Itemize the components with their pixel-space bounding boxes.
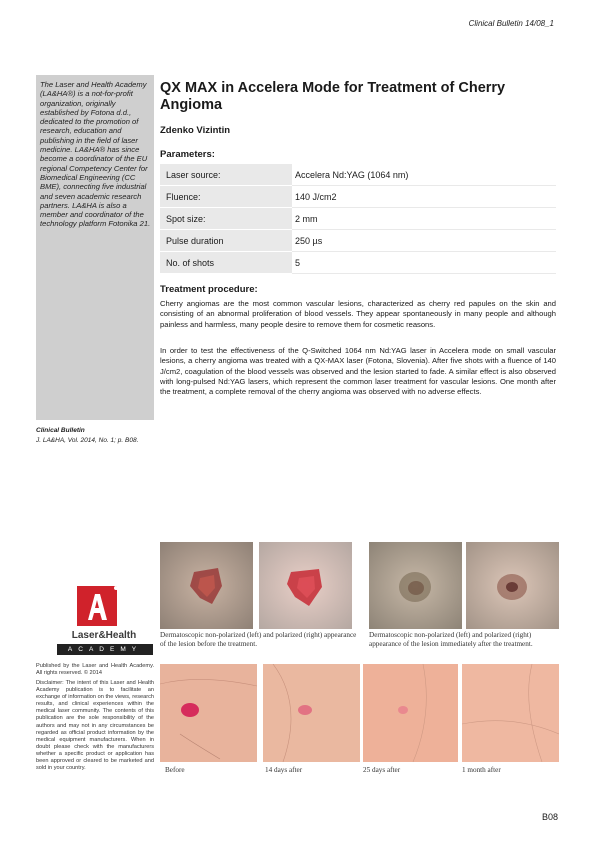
parameter-value: Accelera Nd:YAG (1064 nm) bbox=[292, 164, 556, 186]
academy-description: The Laser and Health Academy (LA&HA®) is a not-for-profit organization, originally established by Fotona d.d., dedicated to the promotion of research, education and publishing in the field of laser medicine. LA&HA® has since become a coordinator of the EU regional Competency Center for Biomedical Engineering (CC BME), connecting five industrial and seven academic research partners. LA&HA is also a member and coordinator of the technology platform Fotonika 21. bbox=[40, 80, 151, 229]
caption-before-treatment: Dermatoscopic non-polarized (left) and polarized (right) appearance of the lesion before the treatment. bbox=[160, 631, 357, 648]
caption-after-treatment: Dermatoscopic non-polarized (left) and polarized (right) appearance of the lesion immediately after the treatment. bbox=[369, 631, 533, 648]
logo-wordmark: Laser&Health bbox=[71, 630, 137, 641]
timeline-25-days-photo bbox=[363, 664, 458, 762]
dermatoscope-after-polarized-photo bbox=[466, 542, 559, 629]
table-row bbox=[160, 230, 556, 252]
table-row bbox=[160, 252, 556, 274]
laha-logo-icon bbox=[77, 586, 117, 626]
paragraph-intro: Cherry angiomas are the most common vascular lesions, characterized as cherry red papules on the skin and consisting of an abnormal proliferation of blood vessels. They appear spontaneously in many people and although painless and harmless, many people desire to remove them for cosmetic reasons. bbox=[160, 299, 556, 329]
timeline-label-25-days: 25 days after bbox=[363, 766, 401, 774]
parameter-key: Laser source: bbox=[160, 164, 292, 186]
parameter-value: 2 mm bbox=[292, 208, 556, 230]
parameter-value: 140 J/cm2 bbox=[292, 186, 556, 208]
parameter-key: Fluence: bbox=[160, 186, 292, 208]
parameters-table bbox=[160, 164, 556, 274]
timeline-before-photo bbox=[160, 664, 257, 762]
logo-academy-bar: ACADEMY bbox=[57, 644, 153, 655]
table-row bbox=[160, 208, 556, 230]
page-code: B08 bbox=[541, 812, 558, 822]
parameter-key: Spot size: bbox=[160, 208, 292, 230]
timeline-1-month-photo bbox=[462, 664, 559, 762]
paragraph-method: In order to test the effectiveness of the Q-Switched 1064 nm Nd:YAG laser in Accelera mode on small vascular lesions, a cherry angioma was treated with a QX-MAX laser (Fotona, Slovenia). After five shots with a fluence of 140 J/cm2, coagulation of the blood vessels was observed and the lesion started to fade. A similar effect is also observed with long-pulsed Nd:YAG lasers, which represent the common laser treatment for vascular lesions. One month after the treatment, a complete removal of the cherry angioma was observed with no adverse effects. bbox=[160, 346, 556, 397]
dermatoscope-before-polarized-photo bbox=[259, 542, 352, 629]
article-title: QX MAX in Accelera Mode for Treatment of Cherry Angioma bbox=[160, 80, 506, 113]
table-row bbox=[160, 164, 556, 186]
parameter-value: 250 µs bbox=[292, 230, 556, 252]
table-row bbox=[160, 186, 556, 208]
timeline-14-days-photo bbox=[263, 664, 360, 762]
published-by-notice: Published by the Laser and Health Academy. All rights reserved. © 2014 bbox=[36, 663, 154, 677]
timeline-label-before: Before bbox=[165, 766, 185, 774]
parameter-key: No. of shots bbox=[160, 252, 292, 274]
timeline-label-1-month: 1 month after bbox=[462, 766, 501, 774]
dermatoscope-after-nonpolarized-photo bbox=[369, 542, 462, 629]
disclaimer-text: Disclaimer: The intent of this Laser and Health Academy publication is to facilitate an exchange of information on the views, research results, and clinical experiences within the medical laser community. The contents of this publication are the sole responsibility of the authors and may not in any circumstances be regarded as official product information by the medical equipment manufacturers. When in doubt please check with the manufacturers whether a specific product or application has been approved or cleared to be marketed and sold in your country. bbox=[36, 680, 154, 772]
procedure-heading: Treatment procedure: bbox=[160, 284, 258, 295]
citation-reference: J. LA&HA, Vol. 2014, No. 1; p. B08. bbox=[36, 437, 139, 444]
parameter-key: Pulse duration bbox=[160, 230, 292, 252]
article-author: Zdenko Vizintin bbox=[160, 125, 231, 136]
sidebar-panel bbox=[36, 75, 154, 420]
parameter-value: 5 bbox=[292, 252, 556, 274]
timeline-label-14-days: 14 days after bbox=[265, 766, 303, 774]
dermatoscope-before-nonpolarized-photo bbox=[160, 542, 253, 629]
parameters-heading: Parameters: bbox=[160, 149, 215, 160]
citation-title: Clinical Bulletin bbox=[36, 427, 85, 434]
bulletin-reference: Clinical Bulletin 14/08_1 bbox=[468, 19, 554, 28]
